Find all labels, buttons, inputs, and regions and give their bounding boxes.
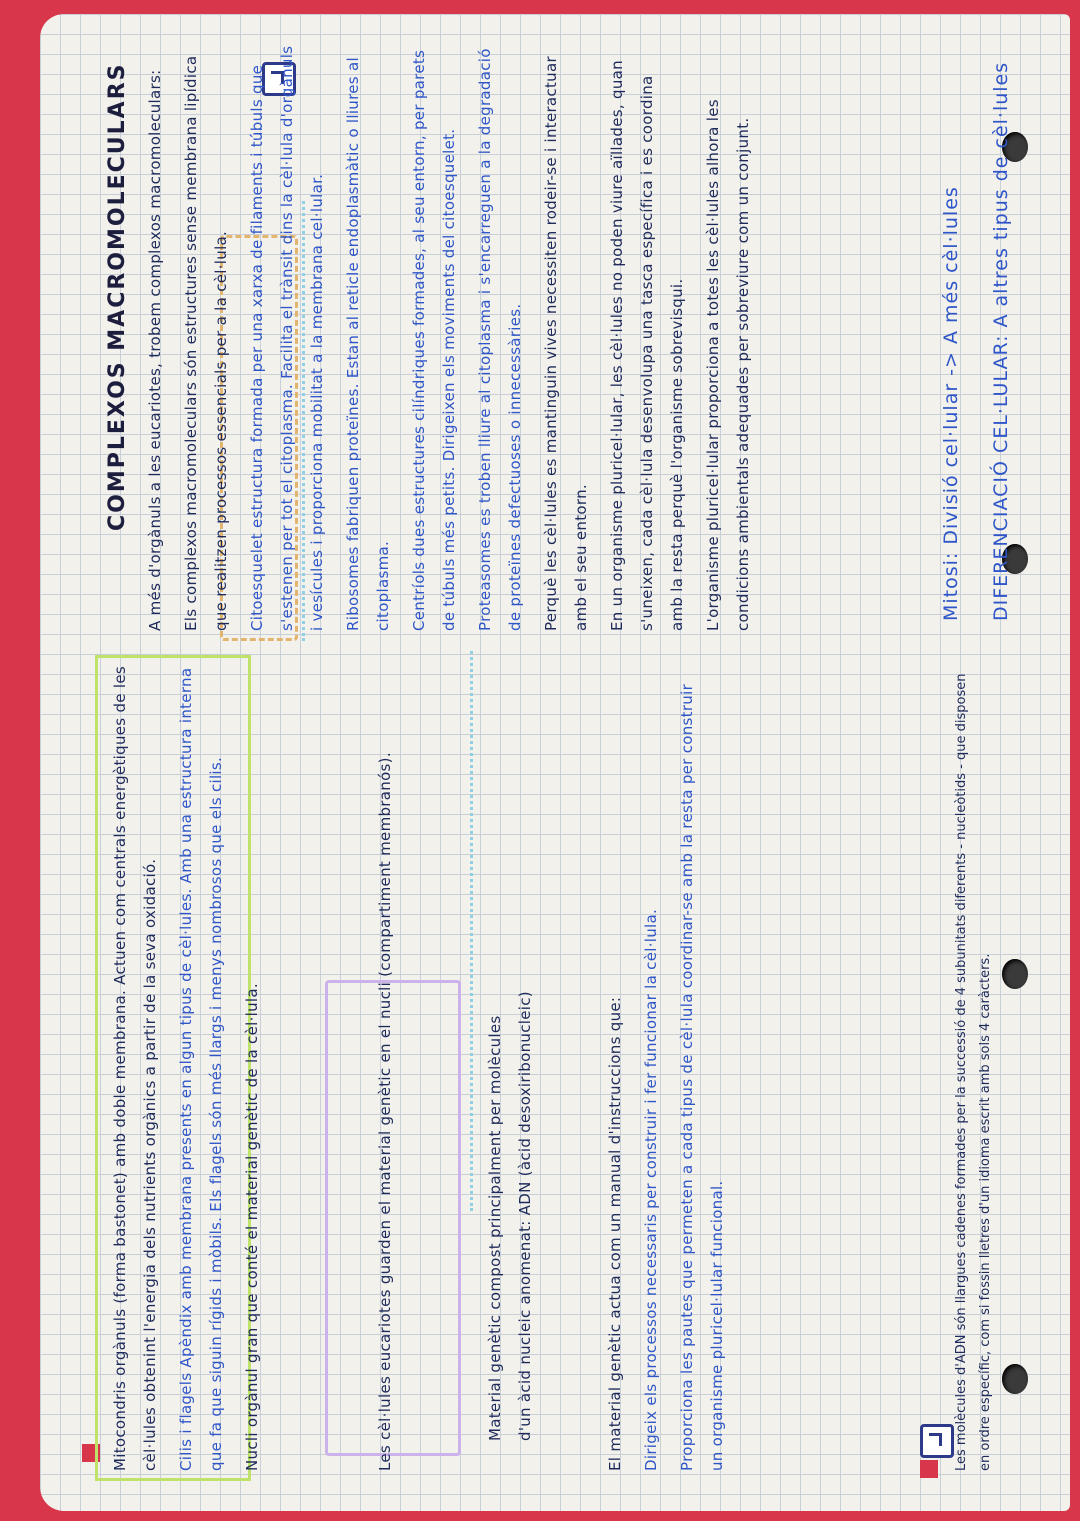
conditions-text: L'organisme pluricel·lular proporciona a totes les cèl·lules alhora les condicions ambientals adequades per sobreviure com un conjunt. [704, 99, 752, 631]
left-column [105, 661, 273, 1471]
organisme-text: En un organisme pluricel·lular, les cèl·lules no poden viure aïllades, quan s'uneixen, cada cèl·lula desenvolupa una tasca específica i es coordina amb la resta perquè l'organisme sobrevisqui. [608, 60, 686, 631]
mitocondris-text: Mitocondris orgànuls (forma bastonet) amb doble membrana. Actuen com centrals energètiques de les cèl·lules obtenint l'energia dels nutrients orgànics a partir de la seva oxidació. [111, 666, 159, 1471]
rotated-notes [40, 14, 1070, 1511]
molecules-note: Les molècules d'ADN són llargues cadenes formades per la successió de 4 subunitats diferents - nucleòtids - que disposen en ordre específic, com si fossin lletres d'un idioma escrit amb sols 4 caràcters. [954, 673, 993, 1471]
material-genetic-text: Material genètic compost principalment per molècules d'un àcid nucleic anomenat: ADN (àcid desoxiribonucleic) [486, 991, 534, 1441]
diferenciacio-heading: DIFERENCIACIÓ CEL·LULAR: A altres tipus de cèl·lules [990, 61, 1012, 621]
dirigeix-text: Dirigeix els processos necessaris per construir i fer funcionar la cèl·lula. [642, 908, 660, 1471]
left-column-bottom [600, 661, 738, 1471]
why-text: Perquè les cèl·lules es mantinguin vives necessiten rodeir-se i interactuar amb el seu entorn. [542, 56, 590, 631]
intro-text: A més d'orgànuls a les eucariotes, trobem complexos macromoleculars: [146, 69, 164, 631]
proteasomes-text: Proteasomes es troben lliure al citoplasma i s'encarreguen a la degradació de proteïnes defectuoses o innecessàries. [476, 48, 524, 631]
proporciona-text: Proporciona les pautes que permeten a cada tipus de cèl·lula coordinar-se amb la resta per construir un organisme pluricel·lular funcional. [678, 683, 726, 1471]
nucli-text: Nucli orgànul gran que conté el material genètic de la cèl·lula. [243, 983, 261, 1471]
page-title: COMPLEXOS MACROMOLECULARS [105, 62, 130, 531]
mitosi-heading: Mitosi: Divisió cel·lular -> A més cèl·lules [940, 186, 962, 621]
notebook-page [40, 14, 1070, 1511]
citoesquelet-text: Citoesquelet estructura formada per una xarxa de filaments i túbuls que s'estenen per tot el citoplasma. Facilita el trànsit dins la cèl·lula d'orgànuls i vesícules i proporciona mobilitat a la membrana cel·lular. [248, 45, 326, 631]
wavy-divider [470, 651, 473, 1211]
ribosomes-text: Ribosomes fabriquen proteïnes. Estan al reticle endoplasmàtic o lliures al citoplasma. [344, 57, 392, 631]
material-box [480, 991, 546, 1441]
cilis-text: Cilis i flagels Apèndix amb membrana presents en algun tipus de cèl·lules. Amb una estructura interna que fa que siguin rígids i mòbils. Els flagels són més llargs i menys nombrosos que els cilis. [177, 667, 225, 1471]
manual-intro-text: El material genètic actua com un manual d'instruccions que: [606, 996, 624, 1471]
right-column [140, 41, 764, 631]
complexos-text: Els complexos macromoleculars són estructures sense membrana lipídica que realitzen processos essencials per a la cèl·lula. [182, 55, 230, 631]
centriols-text: Centríols dues estructures cilíndriques formades, al seu entorn, per parets de túbuls més petits. Dirigeixen els moviments del citoesquelet. [410, 49, 458, 631]
eucariotes-text: Les cèl·lules eucariotes guarden el material genètic en el nucli (compartiment membranós). [376, 752, 394, 1471]
left-column-mid [370, 661, 406, 1471]
